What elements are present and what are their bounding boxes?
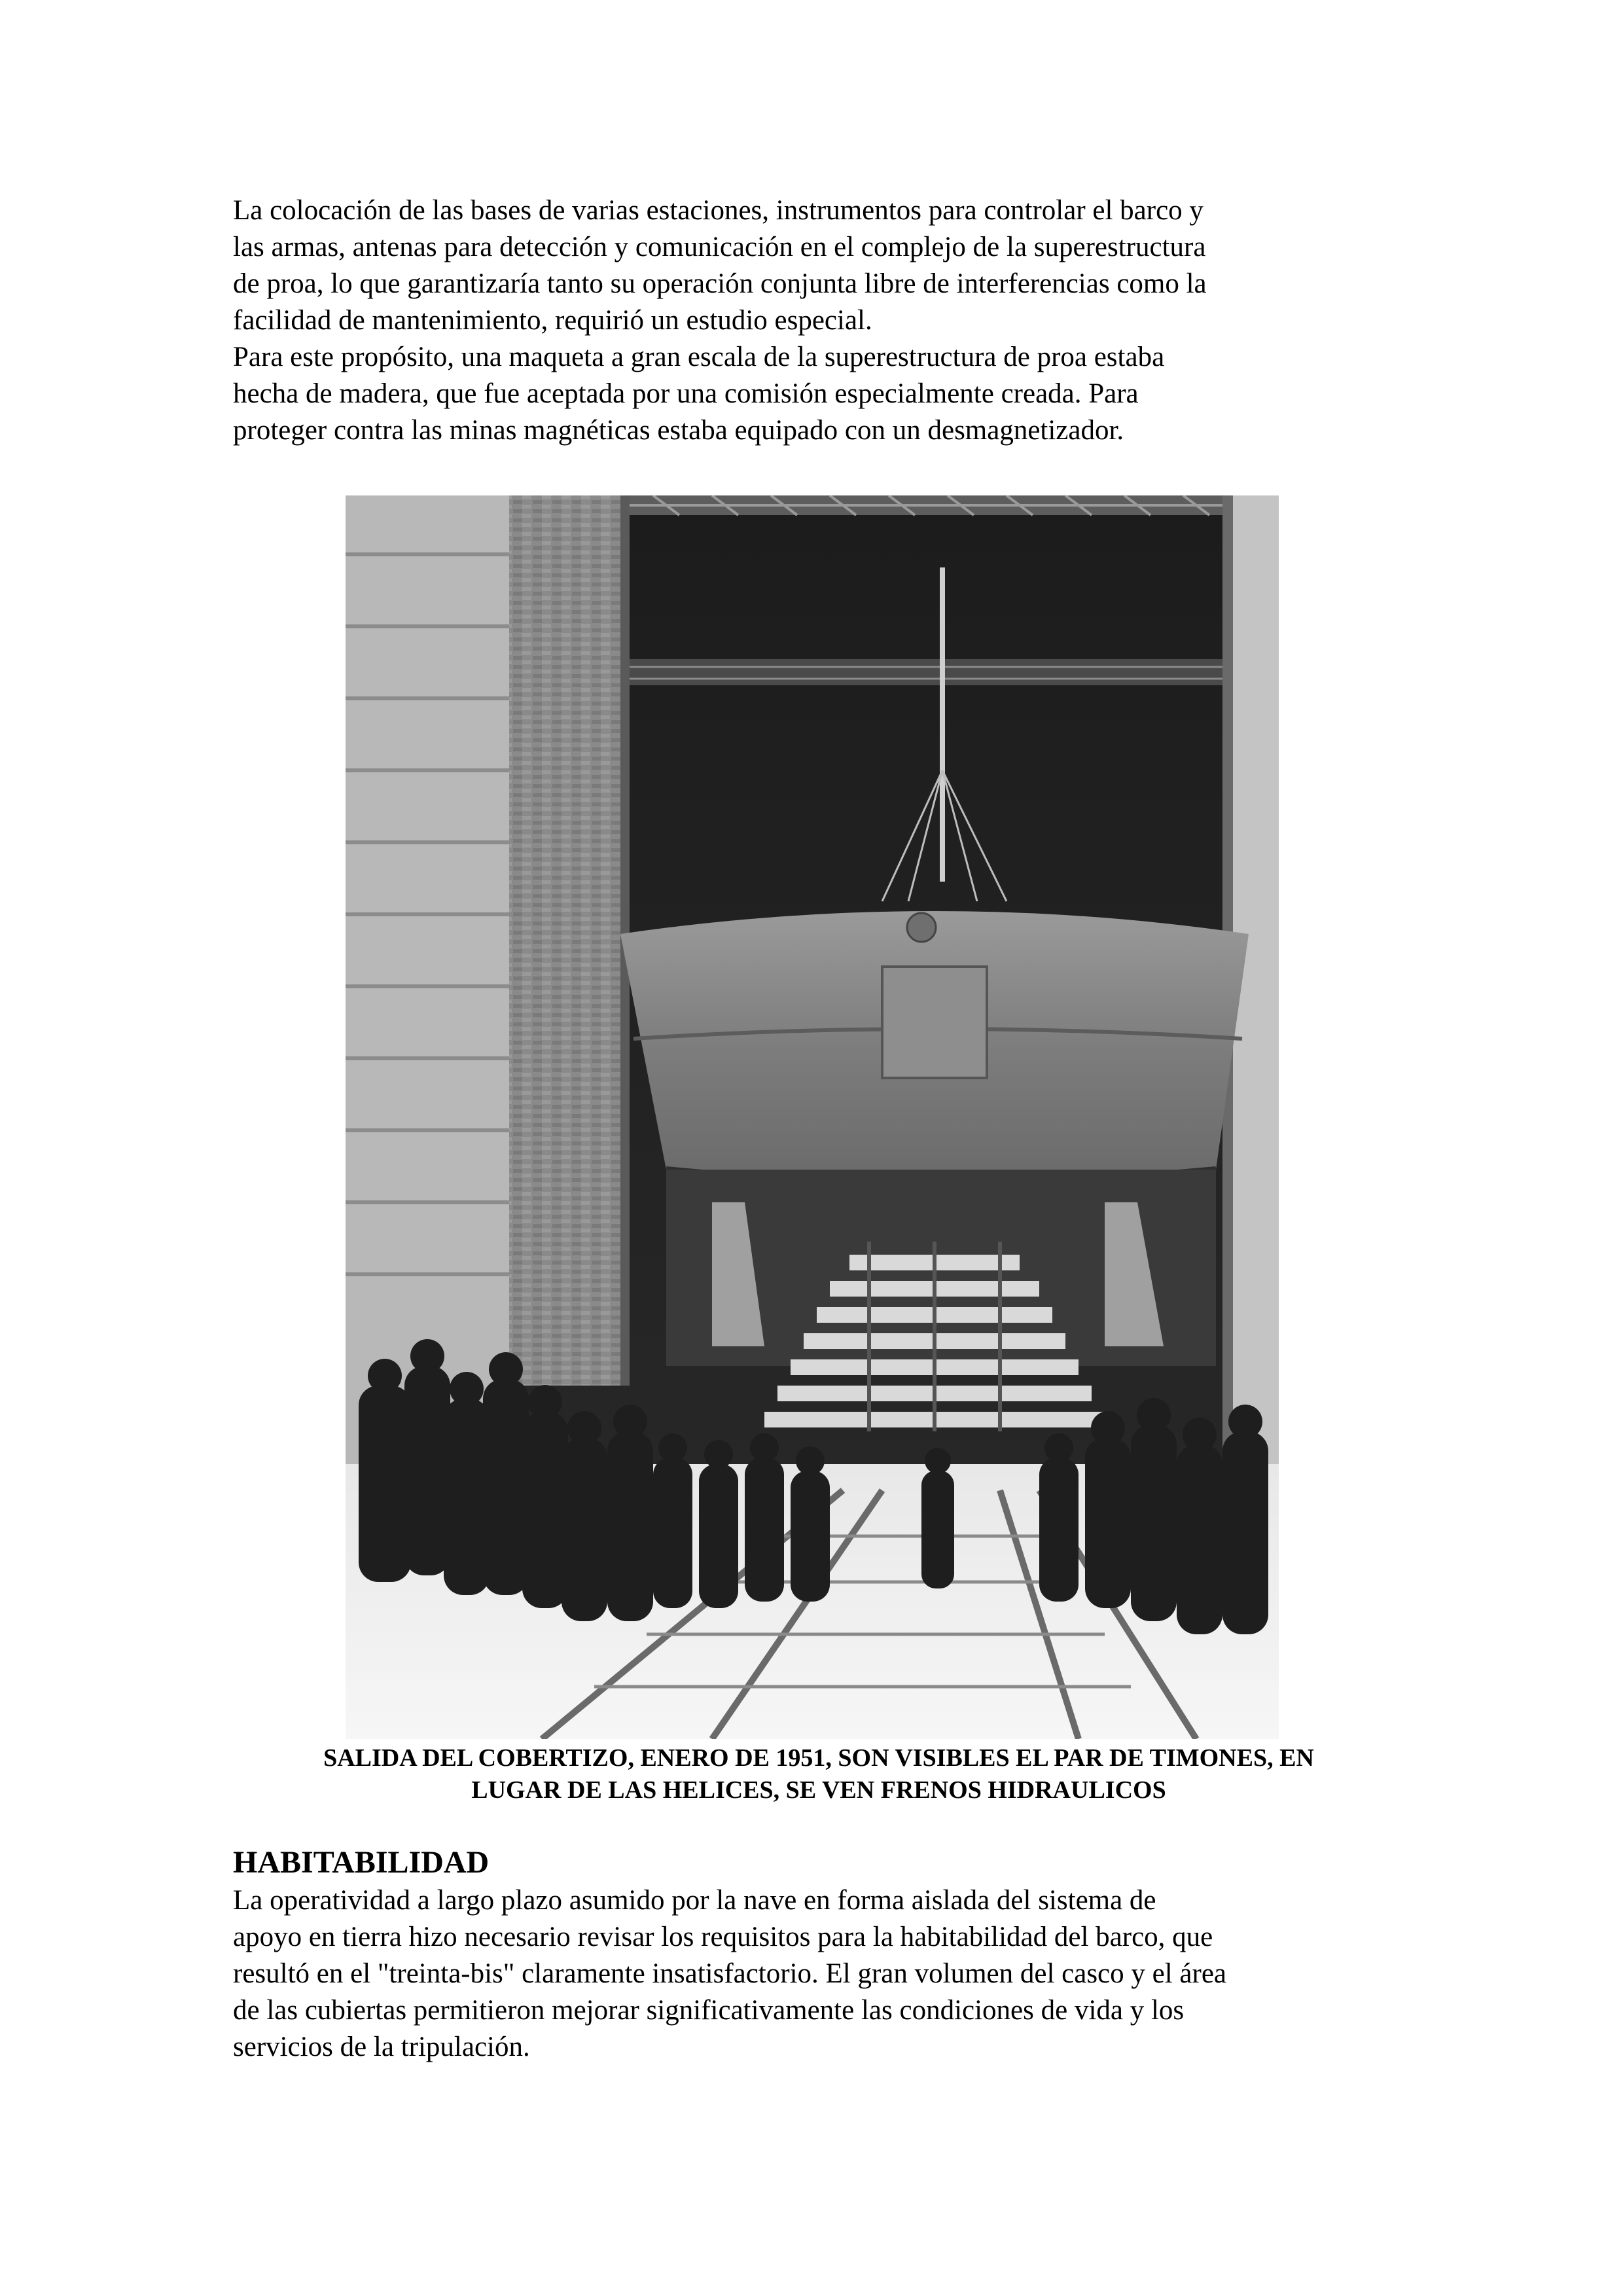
caption-line: SALIDA DEL COBERTIZO, ENERO DE 1951, SON VISIBLES EL PAR DE TIMONES, EN [323, 1744, 1314, 1772]
text-line: de proa, lo que garantizaría tanto su operación conjunta libre de interferencias como la [233, 268, 1207, 299]
intro-paragraph-2 [233, 339, 1404, 449]
text-line: resultó en el "treinta-bis" claramente insatisfactorio. El gran volumen del casco y el área [233, 1958, 1226, 1989]
text-line: apoyo en tierra hizo necesario revisar los requisitos para la habitabilidad del barco, que [233, 1922, 1213, 1952]
intro-text [233, 192, 1404, 449]
habitability-paragraph [233, 1882, 1404, 2066]
text-line: servicios de la tripulación. [233, 2032, 530, 2062]
text-line: La colocación de las bases de varias estaciones, instrumentos para controlar el barco y [233, 195, 1204, 226]
text-line: facilidad de mantenimiento, requirió un estudio especial. [233, 305, 872, 336]
text-line: de las cubiertas permitieron mejorar significativamente las condiciones de vida y los [233, 1995, 1185, 2026]
photo-caption [233, 1742, 1404, 1806]
section-heading: HABITABILIDAD [233, 1845, 490, 1880]
text-line: La operatividad a largo plazo asumido por la nave en forma aislada del sistema de [233, 1885, 1156, 1916]
text-line: las armas, antenas para detección y comunicación en el complejo de la superestructura [233, 232, 1206, 262]
text-line: hecha de madera, que fue aceptada por una comisión especialmente creada. Para [233, 378, 1139, 409]
intro-paragraph-1 [233, 192, 1404, 339]
text-line: proteger contra las minas magnéticas estaba equipado con un desmagnetizador. [233, 415, 1124, 446]
caption-line: LUGAR DE LAS HELICES, SE VEN FRENOS HIDRAULICOS [471, 1776, 1166, 1804]
ship-launch-photo [346, 495, 1279, 1739]
text-line: Para este propósito, una maqueta a gran escala de la superestructura de proa estaba [233, 342, 1165, 372]
